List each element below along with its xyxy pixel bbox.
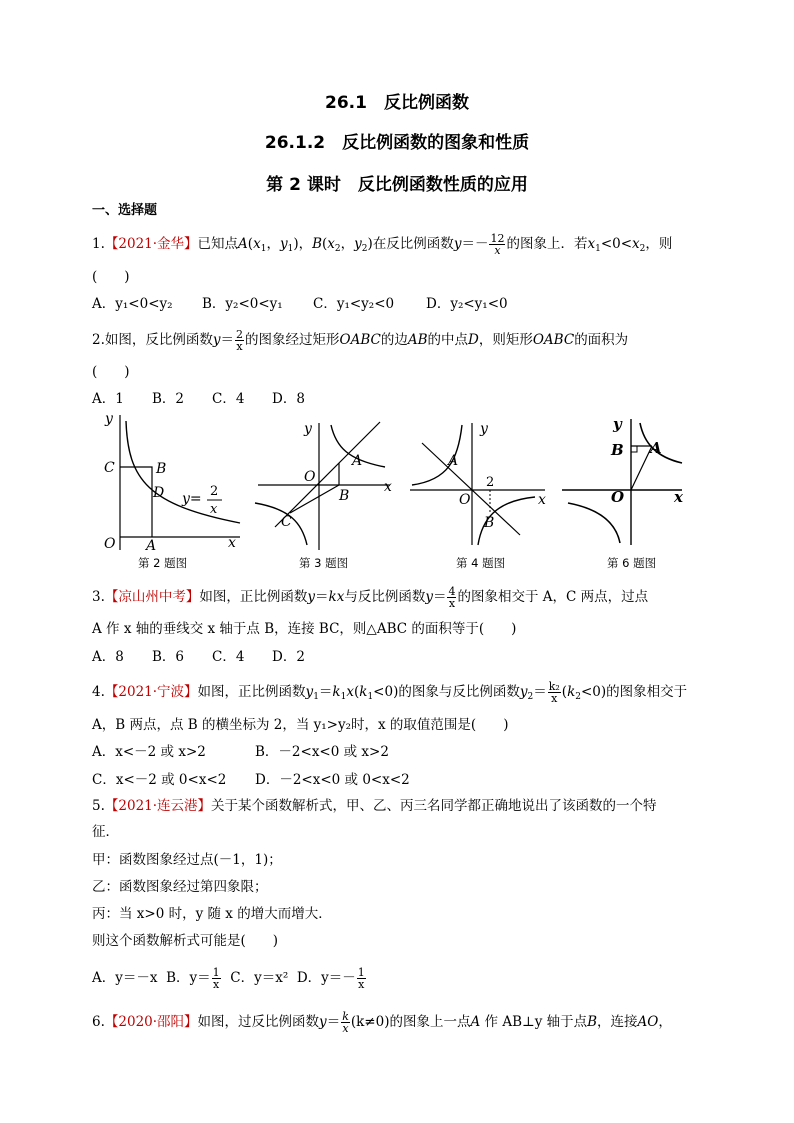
fig3-label-y: y xyxy=(304,421,312,437)
fig2-label-den: x xyxy=(210,502,218,517)
q1-answer-paren: ( ) xyxy=(92,269,130,285)
fig4-caption: 第 4 题图 xyxy=(456,556,506,570)
question-2: 2.如图，反比例函数y＝ $\frac{2}{x}$ 的图象经过矩形OABC的边AB的中点D，则矩形OABC的面积为 xyxy=(92,328,629,353)
fig6-caption: 第 6 题图 xyxy=(607,556,657,570)
q5-ask: 则这个函数解析式可能是( ) xyxy=(92,933,279,949)
question-4: 4.【2021·宁波】如图，正比例函数$y_1=k_1x(k_1<0)$的图象与反比例函数$y_2=$ $\frac{\text{k₂}}{x}$ $(k_2<0)$的图象相交于 xyxy=(92,680,688,705)
fig6-label-b: B xyxy=(611,441,624,459)
q4-line-2: A，B 两点，点 B 的横坐标为 2，当 y₁>y₂时，x 的取值范围是( ) xyxy=(92,717,509,733)
q2-fraction: $\frac{2}{x}$ xyxy=(236,328,244,353)
q5-statement-jia: 甲：函数图象经过点(－1，1)； xyxy=(92,852,282,868)
q5-option-d: D．y＝－ $\frac{1}{x}$ xyxy=(296,966,365,991)
q5-statement-bing: 丙：当 x>0 时，y 随 x 的增大而增大． xyxy=(92,906,332,922)
fig4-label-a: A xyxy=(448,453,459,469)
q3-option-b: B．6 xyxy=(152,649,185,665)
figure-4 xyxy=(410,421,546,570)
q3-source: 【凉山州中考】 xyxy=(104,589,200,605)
q2-option-d: D．8 xyxy=(272,391,305,407)
q3-fraction: $\frac{4}{x}$ xyxy=(448,585,456,610)
question-3: 3.【凉山州中考】如图，正比例函数y＝kx与反比例函数y＝ $\frac{4}{x}$ 的图象相交于 A，C 两点，过点 xyxy=(92,585,649,610)
q3-option-a: A．8 xyxy=(92,649,124,665)
fig4-label-2: 2 xyxy=(486,475,495,490)
q5-source: 【2021·连云港】 xyxy=(104,798,212,814)
q5-option-a: A．y＝－x xyxy=(92,970,158,986)
q1-option-a: A．y₁<0<y₂ xyxy=(92,296,173,312)
q1-option-c: C．y₁<y₂<0 xyxy=(313,296,395,312)
fig3-label-b: B xyxy=(339,488,350,504)
fig2-label-d: D xyxy=(153,485,165,501)
title-main: 26.1 反比例函数 xyxy=(325,93,469,113)
fig6-label-x: x xyxy=(674,488,683,506)
fig6-label-y: y xyxy=(613,415,622,433)
q2-answer-paren: ( ) xyxy=(92,364,130,380)
title-lesson: 第 2 课时 反比例函数性质的应用 xyxy=(266,175,528,195)
q4-source: 【2021·宁波】 xyxy=(104,684,198,700)
fig2-label-yeq: y= xyxy=(182,491,202,507)
q2-option-b: B．2 xyxy=(152,391,185,407)
fig2-label-a: A xyxy=(146,538,157,554)
q6-source: 【2020·邵阳】 xyxy=(104,1014,198,1030)
section-label: 一、选择题 xyxy=(92,203,158,218)
figure-3 xyxy=(255,421,392,570)
q6-fraction: $\frac{k}{x}$ xyxy=(342,1010,349,1035)
q5-option-c: C．y＝x² xyxy=(230,970,289,986)
q4-option-c: C．x<－2 或 0<x<2 xyxy=(92,772,227,788)
figure-6 xyxy=(562,415,684,570)
question-5: 5.【2021·连云港】关于某个函数解析式，甲、乙、丙三名同学都正确地说出了该函数的一个特 xyxy=(92,798,657,814)
fig4-label-b: B xyxy=(484,515,495,531)
q1-option-d: D．y₂<y₁<0 xyxy=(426,296,508,312)
title-sub: 26.1.2 反比例函数的图象和性质 xyxy=(264,133,530,153)
fig2-label-num: 2 xyxy=(210,484,219,499)
fig4-label-o: O xyxy=(459,492,471,508)
q1-option-b: B．y₂<0<y₁ xyxy=(202,296,283,312)
fig2-label-o: O xyxy=(104,536,116,552)
fig6-label-a: A xyxy=(650,439,662,457)
q5-statement-yi: 乙：函数图象经过第四象限； xyxy=(92,879,268,895)
fig2-label-b: B xyxy=(156,461,167,477)
fig6-label-o: O xyxy=(611,488,625,506)
fig2-label-c: C xyxy=(104,460,115,476)
figures-row xyxy=(90,405,710,575)
q3-option-c: C．4 xyxy=(212,649,245,665)
fig3-label-c: C xyxy=(281,514,292,530)
question-1: 1.【2021·金华】已知点$A(x_1$，$y_1$)，$B(x_2$，$y_2$)在反比例函数y＝－ $\frac{12}{x}$ 的图象上．若$x_1<0<x_2$，则 xyxy=(92,232,673,257)
q4-option-d: D．－2<x<0 或 0<x<2 xyxy=(255,772,410,788)
fig2-caption: 第 2 题图 xyxy=(138,556,188,570)
q1-fraction: $\frac{12}{x}$ xyxy=(490,232,505,257)
fig2-label-x: x xyxy=(228,535,236,551)
q5-option-b: B．y＝ $\frac{1}{x}$ xyxy=(166,966,220,991)
fig3-caption: 第 3 题图 xyxy=(299,556,349,570)
fig4-label-y: y xyxy=(480,421,488,437)
q5-line-2: 征． xyxy=(92,824,119,840)
q4-option-b: B．－2<x<0 或 x>2 xyxy=(255,744,389,760)
q2-option-a: A．1 xyxy=(92,391,124,407)
fig2-label-y: y xyxy=(105,411,113,427)
q3-line-2: A 作 x 轴的垂线交 x 轴于点 B，连接 BC，则△ABC 的面积等于( ) xyxy=(92,621,517,637)
q2-option-c: C．4 xyxy=(212,391,245,407)
q4-fraction: $\frac{\text{k₂}}{x}$ xyxy=(548,680,560,705)
fig3-label-o: O xyxy=(304,469,316,485)
question-6: 6.【2020·邵阳】如图，过反比例函数y＝ $\frac{k}{x}$ (k≠0)的图象上一点A 作 AB⊥y 轴于点B，连接AO， xyxy=(92,1010,672,1035)
q4-option-a: A．x<－2 或 x>2 xyxy=(92,744,206,760)
fig4-label-x: x xyxy=(538,492,546,508)
fig3-label-a: A xyxy=(352,453,363,469)
q1-source: 【2021·金华】 xyxy=(104,236,198,252)
figure-2 xyxy=(104,411,240,570)
q3-option-d: D．2 xyxy=(272,649,305,665)
q5-options xyxy=(92,967,367,990)
fig3-label-x: x xyxy=(384,479,392,495)
